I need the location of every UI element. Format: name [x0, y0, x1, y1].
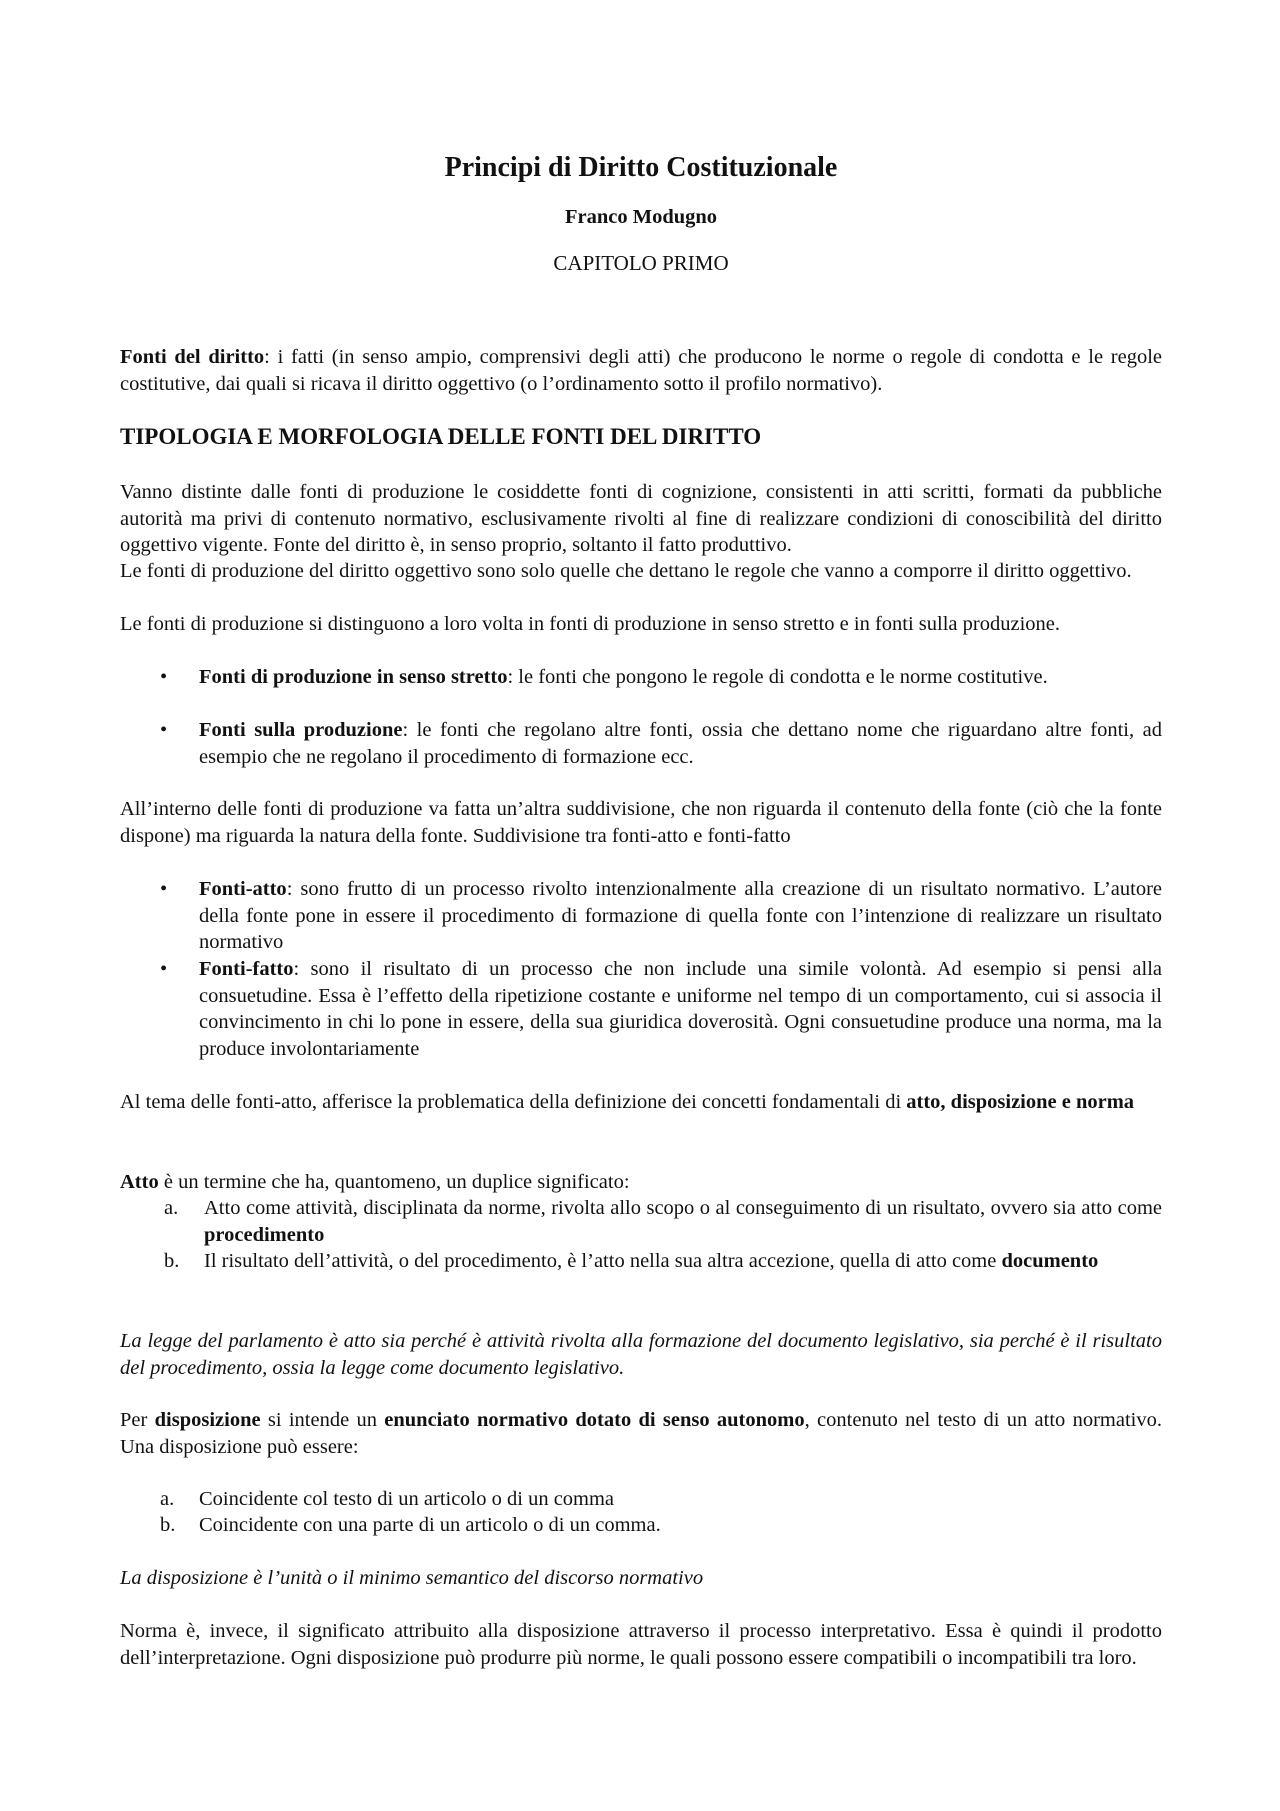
bullet-marker: •: [160, 719, 168, 741]
bullet-marker: •: [160, 958, 168, 980]
section-heading: TIPOLOGIA E MORFOLOGIA DELLE FONTI DEL DIRITTO: [120, 424, 762, 449]
paragraph-fonti-di-cognizione: Vanno distinte dalle fonti di produzione le cosiddette fonti di cognizione, consistenti in atti scritti, formati da pubbliche autorità ma privi di contenuto normativo, esclusivamente rivolti al fine di realizzare condizioni di conoscibilità del diritto oggettivo vigente. Fonte del diritto è, in senso proprio, soltanto il fatto produttivo.: [120, 481, 1162, 556]
document-author: Franco Modugno: [564, 206, 718, 228]
paragraph-legge-parlamento: La legge del parlamento è atto sia perché è attività rivolta alla formazione del documento legislativo, sia perché è il risultato del procedimento, ossia la legge come documento legislativo.: [120, 1330, 1162, 1379]
paragraph-atto: Atto è un termine che ha, quantomeno, un duplice significato:: [120, 1171, 630, 1193]
paragraph-suddivisione: All’interno delle fonti di produzione va fatta un’altra suddivisione, che non riguarda il contenuto della fonte (ciò che la fonte dispone) ma riguarda la natura della fonte. Suddivisione tra fonti-atto e fonti-fatto: [120, 798, 1162, 847]
bullet-marker: •: [160, 878, 168, 900]
paragraph-fonti-atto: Al tema delle fonti-atto, afferisce la problematica della definizione dei concetti fondamentali di atto, disposizione e norma: [120, 1091, 1135, 1113]
bullet-marker: •: [160, 666, 168, 688]
paragraph-fonti-di-produzione: Le fonti di produzione del diritto oggettivo sono solo quelle che dettano le regole che vanno a comporre il diritto oggettivo.: [120, 560, 1132, 582]
chapter-heading: CAPITOLO PRIMO: [553, 251, 729, 275]
term-fonti-del-diritto: Fonti del diritto: [120, 346, 265, 368]
list-marker: a.: [160, 1488, 175, 1510]
paragraph-disposizione: Per disposizione si intende un enunciato normativo dotato di senso autonomo, contenuto nel testo di un atto normativo. Una disposizione può essere:: [120, 1409, 1162, 1458]
list-marker: a.: [164, 1197, 179, 1219]
term-atto: Atto: [120, 1171, 159, 1193]
document-title: Principi di Diritto Costituzionale: [444, 152, 838, 183]
paragraph-distinzione-fonti: Le fonti di produzione si distinguono a loro volta in fonti di produzione in senso stretto e in fonti sulla produzione.: [120, 613, 1060, 635]
document-page: Principi di Diritto Costituzionale Franco Modugno CAPITOLO PRIMO Fonti del diritto: i fatti (in senso ampio, comprensivi degli atti) che producono le norme o regole di condotta e le regole costitutive, dai quali si ricava il diritto oggettivo (o l’ordinamento sotto il profilo normativo). TIPOLOGIA E MORFOLOGIA DELLE FONTI DEL DIRITTO Vanno distinte dalle fonti di produzione le cosiddette fonti di cognizione, consistenti in atti scritti, formati da pubbliche autorità ma privi di contenuto normativo, esclusivamente rivolti al fine di realizzare condizioni di conoscibilità del diritto oggettivo vigente. Fonte del diritto è, in senso proprio, soltanto il fatto produttivo. Le fonti di produzione del diritto oggettivo sono solo quelle che dettano le regole che vanno a comporre il diritto oggettivo. Le fonti di produzione si distinguono a loro volta in fonti di produzione in senso stretto e in fonti sulla produzione. • Fonti di produzione in senso stretto: le fonti che pongono le regole di condotta e le norme costitutive. • Fonti sulla produzione: le fonti che regolano altre fonti, ossia che dettano nome che riguardano altre fonti, ad esempio che ne regolano il procedimento di formazione ecc. All’interno delle fonti di produzione va fatta un’altra suddivisione, che non riguarda il contenuto della fonte (ciò che la fonte dispone) ma riguarda la natura della fonte. Suddivisione tra fonti-atto e fonti-fatto • Fonti-atto: sono frutto di un processo rivolto intenzionalmente alla creazione di un risultato normativo. L’autore della fonte pone in essere il procedimento di formazione di quella fonte con l’intenzione di realizzare un risultato normativo • Fonti-fatto: sono il risultato di un processo che non include una simile volontà. Ad esempio si pensi alla consuetudine. Essa è l’effetto della ripetizione costante e uniforme nel tempo di un comportamento, cui si associa il convincimento in chi lo pone in essere, della sua giuridica doverosità. Ogni consuetudine produce una norma, ma la produce involontariamente Al tema delle fonti-atto, afferisce la problematica della definizione dei concetti fondamentali di atto, disposizione e norma Atto è un termine che ha, quantomeno, un duplice significato: a. Atto come attività, disciplinata da norme, rivolta allo scopo o al conseguimento di un risultato, ovvero sia atto come procedimento b. Il risultato dell’attività, o del procedimento, è l’atto nella sua altra accezione, quella di atto come documento La legge del parlamento è atto sia perché è attività rivolta alla formazione del documento legislativo, sia perché è il risultato del procedimento, ossia la legge come documento legislativo. Per disposizione si intende un enunciato normativo dotato di senso autonomo, contenuto nel testo di un atto normativo. Una disposizione può essere: a. Coincidente col testo di un articolo o di un comma b. Coincidente con una parte di un articolo o di un comma. La disposizione è l’unità o il minimo semantico del discorso normativo Norma è, invece, il significato attribuito alla disposizione attraverso il processo interpretativo. Essa è quindi il prodotto dell’interpretazione. Ogni disposizione può produrre più norme, le quali possono essere compatibili o incompatibili tra loro.: [0, 0, 1280, 1811]
list-marker: b.: [160, 1514, 176, 1536]
paragraph-norma: Norma è, invece, il significato attribuito alla disposizione attraverso il processo interpretativo. Essa è quindi il prodotto dell’interpretazione. Ogni disposizione può produrre più norme, le quali possono essere compatibili o incompatibili tra loro.: [120, 1620, 1162, 1669]
paragraph-fonti-del-diritto: Fonti del diritto: i fatti (in senso ampio, comprensivi degli atti) che producono le norme o regole di condotta e le regole costitutive, dai quali si ricava il diritto oggettivo (o l’ordinamento sotto il profilo normativo).: [120, 346, 1163, 395]
paragraph-unita-semantica: La disposizione è l’unità o il minimo semantico del discorso normativo: [120, 1567, 704, 1589]
list-marker: b.: [164, 1250, 180, 1272]
